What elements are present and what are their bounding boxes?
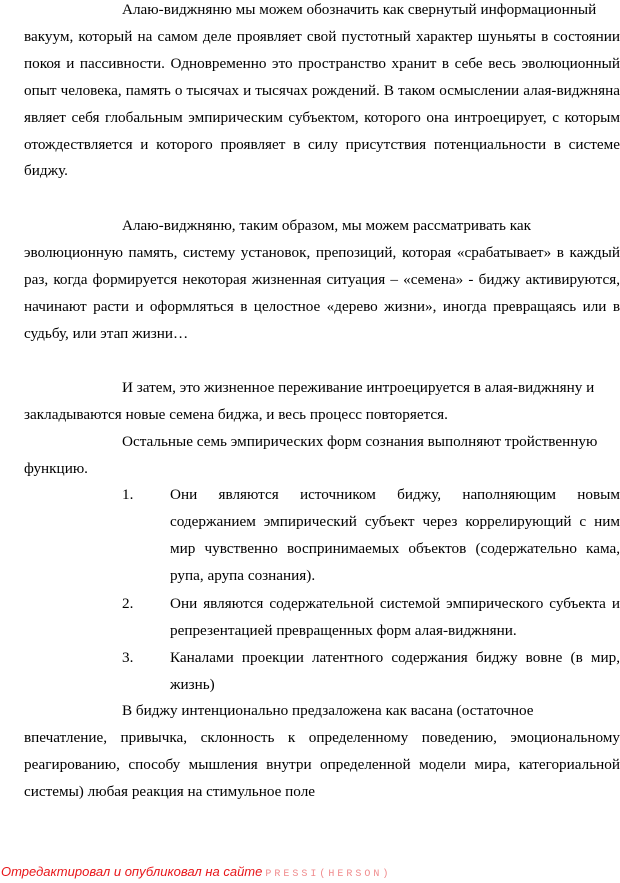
paragraph-first-line: Остальные семь эмпирических форм сознания выполняют тройственную	[122, 433, 598, 450]
list-item-number: 1.	[122, 486, 134, 503]
list-item-text: Они являются источником биджу, наполняющим новым содержанием эмпирический субъект через коррелирующий с ним мир чувственно воспринимаемых объектов (содержательно кама, рупа, арупа сознания).	[170, 486, 620, 584]
footer-credit-text: Отредактировал и опубликовал на сайте	[1, 864, 263, 879]
paragraph-continuation: эволюционную память, систему установок, препозиций, которая «срабатывает» в каждый раз, когда формируется некоторая жизненная ситуация – «семена» - биджу активируются, начинают расти и оформляться в целостное «дерево жизни», иногда превращаясь или в судьбу, или этап жизни…	[24, 243, 620, 342]
paragraph-continuation: закладываются новые семена биджа, и весь процесс повторяется.	[24, 405, 448, 423]
paragraph-continuation: вакуум, который на самом деле проявляет свой пустотный характер шуньяты в состоянии покоя и пассивности. Одновременно это пространство хранит в себе весь эволюционный опыт человека, память о тысячах и тысячах рождений. В таком осмыслении алая-виджняна являет себя глобальным эмпирическим субъектом, которого она интроецирует, с которым отождествляется и которого проявляет в силу присутствия потенциальности в системе биджу.	[24, 27, 620, 180]
paragraph-introjection	[24, 375, 620, 429]
paragraph-first-line: И затем, это жизненное переживание интроецируется в алая-виджняну и	[122, 379, 595, 396]
paragraph-bija-vasana	[24, 698, 620, 806]
list-item-number: 2.	[122, 595, 134, 612]
publisher-footer	[1, 864, 391, 880]
paragraph-first-line: В биджу интенционально предзаложена как васана (остаточное	[122, 702, 534, 719]
paragraph-first-line: Алаю-виджняню мы можем обозначить как свернутый информационный	[122, 1, 597, 18]
paragraph-alaya-vacuum	[24, 0, 620, 185]
list-item-number: 3.	[122, 649, 134, 666]
footer-site-name[interactable]: PRESSI(HERSON)	[265, 869, 392, 880]
list-item-text: Каналами проекции латентного содержания биджу вовне (в мир, жизнь)	[170, 649, 620, 693]
paragraph-evolutionary-memory	[24, 213, 620, 348]
list-item-text: Они являются содержательной системой эмпирического субъекта и репрезентацией превращенных форм алая-виджняни.	[170, 595, 620, 639]
paragraph-continuation: функцию.	[24, 459, 88, 477]
paragraph-seven-forms	[24, 429, 620, 483]
paragraph-first-line: Алаю-виджняню, таким образом, мы можем рассматривать как	[122, 217, 531, 234]
paragraph-continuation: впечатление, привычка, склонность к определенному поведению, эмоциональному реагированию, способу мышления внутри определенной модели мира, категориальной системы) любая реакция на стимульное поле	[24, 728, 620, 800]
